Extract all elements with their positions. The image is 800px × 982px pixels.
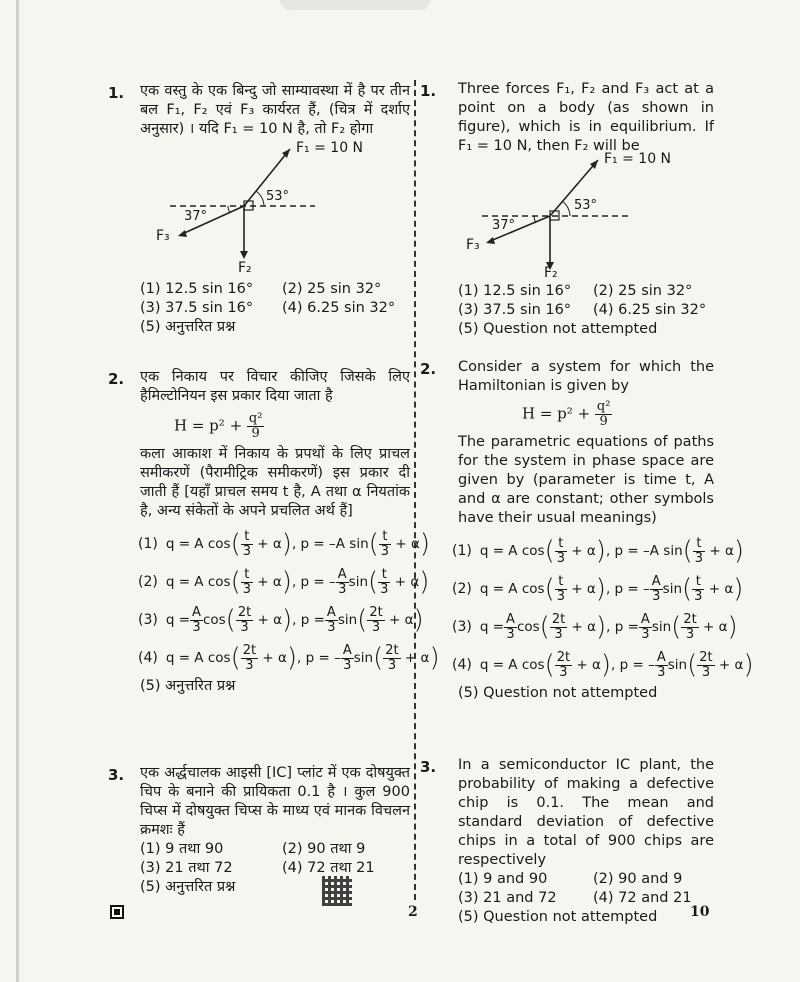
frac-den: 3: [554, 626, 563, 642]
frac-den: 3: [657, 664, 666, 680]
option-4[interactable]: (4) 6.25 sin 32°: [282, 300, 396, 316]
label-angle-37: 37°: [492, 218, 516, 233]
option-2[interactable]: (2) 90 तथा 9: [282, 841, 366, 857]
plus-alpha: + α: [390, 573, 420, 590]
frac-num: t: [555, 537, 567, 552]
frac-den: 3: [556, 588, 565, 604]
qr-code: [322, 876, 352, 906]
frac-num: A: [337, 566, 347, 582]
option-4[interactable]: [138, 639, 440, 677]
option-5[interactable]: (5) अनुत्तरित प्रश्न: [140, 319, 236, 335]
frac-num: 2t: [556, 649, 571, 665]
frac-den: 3: [380, 581, 389, 597]
option-label: (3): [452, 618, 472, 635]
frac-num: 2t: [683, 611, 697, 627]
p-expr: p = –: [300, 573, 336, 590]
fraction: [550, 613, 567, 642]
option-5[interactable]: (5) Question not attempted: [458, 685, 658, 701]
plus-alpha: + α: [698, 618, 728, 635]
close-paren: ): [281, 604, 293, 635]
frac-num: t: [692, 575, 704, 590]
fraction: [378, 568, 390, 597]
label-angle-53: 53°: [266, 189, 290, 204]
open-paren: (: [544, 649, 555, 680]
question-1-hindi: [140, 82, 410, 337]
option-4[interactable]: (4) 72 and 21: [593, 890, 692, 906]
q-expr: q = A cos: [165, 573, 231, 590]
comma: ,: [606, 618, 615, 635]
frac-den: 3: [242, 581, 251, 597]
fraction: [341, 644, 354, 673]
frac-den: 9: [251, 426, 260, 441]
question-2-hindi: [138, 368, 440, 696]
option-4[interactable]: (4) 72 तथा 21: [282, 860, 375, 876]
plus-alpha: + α: [258, 649, 287, 666]
frac-den: 3: [694, 588, 703, 604]
question-stem: एक निकाय पर विचार कीजिए जिसके लिए हैमिल्टोनियन इस प्रकार दिया जाता है: [140, 369, 410, 404]
fraction: [383, 644, 400, 673]
fraction: [236, 606, 253, 635]
q-expr: q =: [165, 611, 191, 628]
open-paren: (: [373, 642, 384, 673]
option-4[interactable]: [452, 646, 754, 684]
close-paren: ): [595, 573, 606, 604]
fraction: [650, 575, 663, 604]
p-expr: p = –: [305, 649, 341, 666]
p-trig: sin: [662, 580, 683, 597]
close-paren: ): [286, 642, 298, 673]
option-1[interactable]: (1) 12.5 sin 16°: [140, 281, 254, 297]
question-stem-cont: कला आकाश में निकाय के प्रपथों के लिए प्राचल समीकरणें (पैरामीट्रिक समीकरणें) इस प्रकार दी जाती हैं [यहाँ प्राचल समय t है, A तथा α नियतांक है, अन्य संकेतों के अपने प्रचलित अर्थ हैं]: [140, 446, 410, 519]
open-paren: (: [682, 573, 693, 604]
option-2[interactable]: (2) 25 sin 32°: [282, 281, 382, 297]
frac-den: 3: [192, 619, 201, 635]
q2-math-options: [138, 525, 440, 677]
question-stem: Three forces F₁, F₂ and F₃ act at a point on a body (as shown in figure), which is in equilibrium. If F₁ = 10 N, then F₂ will be: [458, 81, 714, 154]
p-expr: p = –: [619, 656, 655, 673]
frac-num: q²: [248, 411, 263, 426]
frac-den: 3: [380, 543, 390, 559]
frac-num: 2t: [551, 611, 566, 627]
close-paren: ): [419, 528, 431, 559]
open-paren: (: [687, 649, 698, 680]
question-1-english: [458, 80, 714, 339]
q2-math-options: [452, 532, 754, 684]
plus-alpha: + α: [572, 656, 601, 673]
open-paren: (: [368, 566, 379, 597]
option-label: (4): [452, 656, 472, 673]
p-expr: p = –A sin: [300, 535, 369, 552]
frac-den: 3: [343, 657, 352, 673]
fraction: [555, 575, 567, 604]
plus-alpha: + α: [567, 542, 596, 559]
options: [140, 280, 410, 318]
frac-num: t: [693, 537, 705, 552]
frac-den: 3: [641, 626, 650, 642]
options: [458, 870, 714, 908]
frac-num: A: [506, 611, 515, 627]
close-paren: ): [281, 528, 292, 559]
option-3[interactable]: (3) 21 and 72: [458, 890, 557, 906]
plus-alpha: + α: [253, 573, 282, 590]
fraction: [241, 644, 258, 673]
p-trig: sin: [353, 649, 374, 666]
close-paren: ): [733, 535, 745, 566]
frac-num: t: [378, 568, 390, 583]
p-trig: sin: [667, 656, 688, 673]
fraction: [190, 606, 203, 635]
scan-smudge: [280, 0, 430, 10]
label-angle-37: 37°: [184, 209, 208, 224]
open-paren: (: [230, 528, 241, 559]
fraction: [655, 651, 668, 680]
frac-num: t: [555, 575, 567, 590]
comma: ,: [292, 611, 301, 628]
option-5[interactable]: (5) अनुत्तरित प्रश्न: [140, 879, 236, 895]
option-2[interactable]: (2) 90 and 9: [593, 871, 683, 887]
frac-den: 3: [559, 664, 568, 680]
plus-alpha: + α: [400, 649, 430, 666]
p-expr: p =: [300, 611, 325, 628]
column-divider: [414, 80, 416, 900]
frac-num: A: [656, 649, 666, 665]
fraction: [555, 537, 567, 566]
option-3[interactable]: (3) 21 तथा 72: [140, 860, 233, 876]
frac-num: t: [241, 568, 253, 583]
plus-alpha: + α: [714, 656, 744, 673]
frac-num: 2t: [242, 642, 257, 658]
p-expr: p =: [614, 618, 639, 635]
plus-alpha: + α: [567, 618, 596, 635]
p-expr: p = –A sin: [614, 542, 683, 559]
frac-num: A: [342, 642, 352, 658]
frac-den: 3: [242, 543, 251, 559]
q-expr: q =: [479, 618, 505, 635]
label-f3: F₃: [156, 228, 170, 244]
question-number: 2.: [108, 370, 125, 388]
label-angle-53: 53°: [574, 198, 598, 213]
option-label: (1): [452, 542, 472, 559]
frac-den: 3: [327, 619, 336, 635]
option-1[interactable]: (1) 9 तथा 90: [140, 841, 224, 857]
options: [140, 840, 410, 878]
option-4[interactable]: (4) 6.25 sin 32°: [593, 302, 707, 318]
close-paren: ): [281, 566, 292, 597]
question-number: 3.: [108, 766, 125, 784]
close-paren: ): [743, 649, 754, 680]
registration-marker: [110, 905, 124, 919]
open-paren: (: [368, 528, 379, 559]
option-2[interactable]: (2) 25 sin 32°: [593, 283, 693, 299]
question-3-hindi: [140, 764, 410, 897]
option-1[interactable]: (1) 9 and 90: [458, 871, 548, 887]
fraction: [367, 606, 384, 635]
option-label: (2): [138, 573, 158, 590]
option-1[interactable]: (1) 12.5 sin 16°: [458, 283, 572, 299]
fraction: [681, 613, 698, 642]
plus-alpha: + α: [705, 542, 734, 559]
question-stem: Consider a system for which the Hamiltonian is given by: [458, 359, 714, 394]
open-paren: (: [671, 611, 682, 642]
q-expr: q = A cos: [165, 535, 231, 552]
open-paren: (: [225, 604, 236, 635]
open-paren: (: [544, 573, 555, 604]
frac-num: A: [192, 604, 201, 620]
question-2-english: [452, 358, 754, 703]
question-number: 1.: [420, 82, 437, 100]
fraction: [379, 530, 391, 559]
fraction: [325, 606, 338, 635]
option-label: (1): [138, 535, 158, 552]
open-paren: (: [544, 535, 555, 566]
comma: ,: [611, 656, 620, 673]
p-trig: sin: [348, 573, 369, 590]
frac-num: 2t: [385, 642, 399, 658]
question-3-english: [458, 756, 714, 927]
plus-alpha: + α: [704, 580, 734, 597]
q-expr: q = A cos: [165, 649, 231, 666]
option-5[interactable]: (5) Question not attempted: [458, 909, 658, 925]
option-label: (3): [138, 611, 158, 628]
frac-num: 2t: [699, 649, 713, 665]
question-stem-cont: The parametric equations of paths for the system in phase space are given by (parameter is time t, A and α are constant; other symbols have their usual meanings): [458, 434, 714, 526]
q-trig: cos: [516, 618, 540, 635]
frac-den: 3: [685, 626, 695, 642]
close-paren: ): [727, 611, 738, 642]
fraction: [692, 575, 704, 604]
page-number-left: 2: [408, 904, 418, 920]
comma: ,: [297, 649, 306, 666]
fraction: [336, 568, 349, 597]
fraction: [504, 613, 517, 642]
option-label: (2): [452, 580, 472, 597]
frac-den: 3: [694, 550, 704, 566]
label-f1: F₁ = 10 N: [296, 140, 364, 156]
option-2[interactable]: [452, 570, 744, 608]
hamiltonian-formula: [522, 400, 714, 429]
frac-den: 3: [652, 588, 661, 604]
hamiltonian-lhs: H = p² +: [174, 416, 243, 435]
frac-num: A: [640, 611, 650, 627]
question-stem: In a semiconductor IC plant, the probability of making a defective chip is 0.1. The mean and standard deviation of defective chips in a total of 900 chips are respectively: [458, 757, 714, 868]
close-paren: ): [595, 611, 607, 642]
fraction: [693, 537, 705, 566]
open-paren: (: [230, 566, 241, 597]
comma: ,: [291, 573, 301, 590]
fraction: [639, 613, 652, 642]
comma: ,: [605, 542, 615, 559]
open-paren: (: [357, 604, 368, 635]
plus-alpha: + α: [253, 535, 282, 552]
option-3[interactable]: [452, 608, 738, 646]
label-f2: F₂: [544, 265, 558, 281]
frac-den: 3: [240, 619, 249, 635]
frac-num: A: [326, 604, 336, 620]
label-f1: F₁ = 10 N: [604, 151, 672, 167]
comma: ,: [291, 535, 301, 552]
frac-den: 3: [245, 657, 254, 673]
hamiltonian-formula: [174, 412, 410, 441]
option-5[interactable]: (5) अनुत्तरित प्रश्न: [140, 678, 236, 694]
close-paren: ): [413, 604, 424, 635]
p-trig: sin: [651, 618, 672, 635]
question-stem: एक वस्तु के एक बिन्दु जो साम्यावस्था में है पर तीन बल F₁, F₂ एवं F₃ कार्यरत हैं, (चित्र में दर्शाए अनुसार) । यदि F₁ = 10 N है, तो F₂ होगा: [140, 83, 410, 137]
q-trig: cos: [202, 611, 226, 628]
plus-alpha: + α: [384, 611, 414, 628]
option-5[interactable]: (5) Question not attempted: [458, 321, 658, 337]
label-f3: F₃: [466, 237, 480, 253]
frac-num: A: [651, 573, 661, 589]
force-diagram: [140, 139, 410, 249]
open-paren: (: [230, 642, 241, 673]
frac-num: t: [379, 530, 391, 545]
option-label: (4): [138, 649, 158, 666]
page-number-right: 10: [690, 904, 710, 920]
option-3[interactable]: (3) 37.5 sin 16°: [458, 302, 572, 318]
frac-num: q²: [596, 399, 611, 414]
fraction: [241, 530, 253, 559]
comma: ,: [605, 580, 615, 597]
frac-den: 3: [338, 581, 347, 597]
option-1[interactable]: [138, 525, 431, 563]
plus-alpha: + α: [567, 580, 596, 597]
question-stem: एक अर्द्धचालक आइसी [IC] प्लांट में एक दोषयुक्त चिप के बनाने की प्रायिकता 0.1 है । कुल 900 चिप्स में दोषयुक्त चिप्स के माध्य एवं मानक विचलन क्रमशः हैं: [140, 765, 410, 838]
open-paren: (: [539, 611, 550, 642]
frac-den: 3: [387, 657, 397, 673]
q-expr: q = A cos: [479, 580, 545, 597]
page-edge: [16, 0, 19, 982]
fraction: [241, 568, 253, 597]
frac-num: 2t: [369, 604, 383, 620]
hamiltonian-lhs: H = p² +: [522, 404, 591, 423]
q-expr: q = A cos: [479, 656, 545, 673]
question-number: 1.: [108, 84, 125, 102]
question-number: 2.: [420, 360, 437, 378]
options: [458, 282, 714, 320]
p-expr: p = –: [614, 580, 650, 597]
fraction: [697, 651, 714, 680]
option-3[interactable]: [138, 601, 424, 639]
frac-den: 9: [599, 414, 608, 429]
plus-alpha: + α: [391, 535, 420, 552]
frac-den: 3: [371, 619, 381, 635]
force-diagram: [458, 151, 714, 266]
close-paren: ): [429, 642, 440, 673]
frac-den: 3: [556, 550, 565, 566]
frac-num: t: [241, 530, 253, 545]
frac-den: 3: [701, 664, 711, 680]
question-number: 3.: [420, 758, 437, 776]
option-3[interactable]: (3) 37.5 sin 16°: [140, 300, 254, 316]
close-paren: ): [733, 573, 744, 604]
plus-alpha: + α: [253, 611, 282, 628]
frac-num: 2t: [237, 604, 252, 620]
open-paren: (: [682, 535, 693, 566]
p-trig: sin: [337, 611, 358, 628]
q-expr: q = A cos: [479, 542, 545, 559]
option-2[interactable]: [138, 563, 430, 601]
close-paren: ): [600, 649, 612, 680]
label-f2: F₂: [238, 260, 252, 276]
option-1[interactable]: [452, 532, 745, 570]
fraction: [555, 651, 572, 680]
frac-den: 3: [506, 626, 515, 642]
close-paren: ): [595, 535, 606, 566]
close-paren: ): [419, 566, 430, 597]
